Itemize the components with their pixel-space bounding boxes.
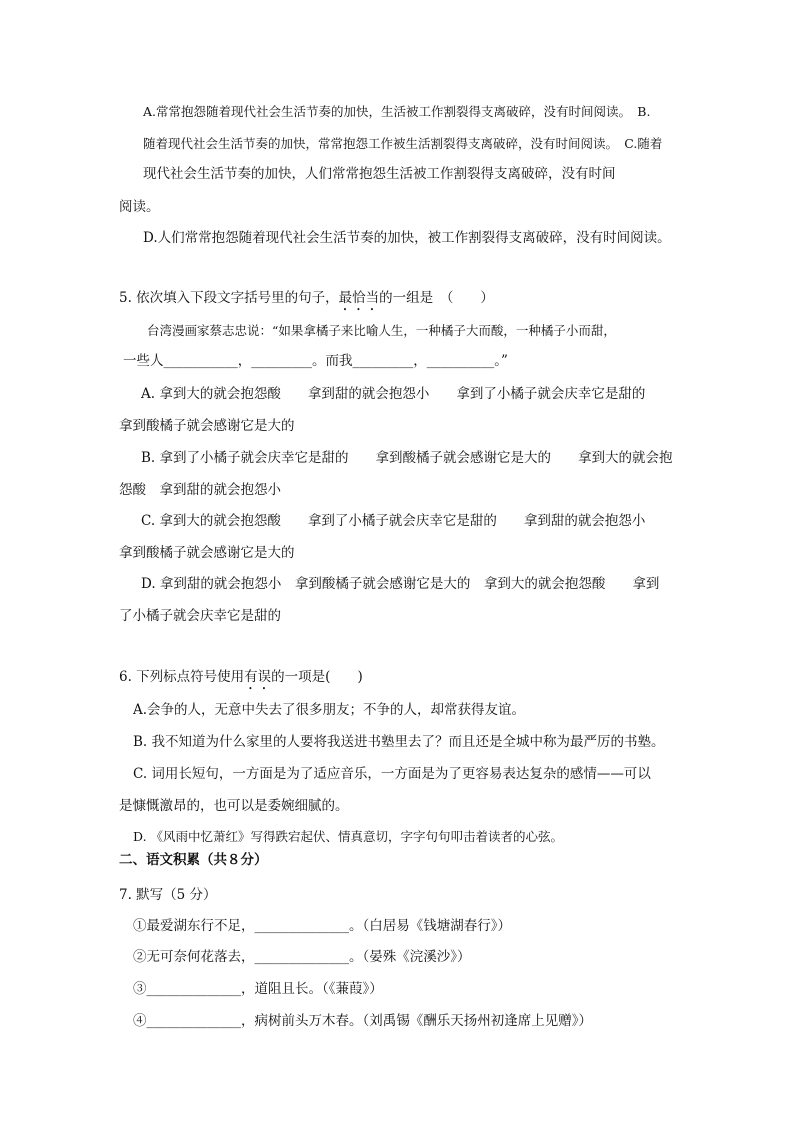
q5-option-a-line-2: 拿到酸橘子就会感谢它是大的 [119,418,295,434]
q5-passage-line-2: 一些人___________，_________。而我_________，__________。” [123,353,508,369]
q6-option-b: B. 我不知道为什么家里的人要将我送进书塾里去了？而且还是全城中称为最严厉的书塾。 [133,734,665,750]
section-heading: 二、语文积累（共８分） [119,852,268,868]
q6-option-c-line-2: 是慷慨激昂的，也可以是委婉细腻的。 [119,798,349,814]
q6-option-d: D. 《风雨中忆萧红》写得跌宕起伏、情真意切，字字句句叩击着读者的心弦。 [133,829,564,844]
q4-option-line-4: 阅读。 [119,199,160,215]
q4-option-line-1: A.常常抱怨随着现代社会生活节奏的加快，生活被工作割裂得支离破碎，没有时间阅读。 B. [143,104,651,119]
q6-option-c-line-1: C. 词用长短句，一方面是为了适应音乐，一方面是为了更容易表达复杂的感情——可以 [133,766,651,782]
q6-stem: 6. 下列标点符号使用有误的一项是( ) [119,669,363,685]
q7-item-2: ②无可奈何花落去，______________。（晏殊《浣溪沙》） [133,949,471,965]
q7-item-4: ④______________，病树前头万木春。（刘禹锡《酬乐天扬州初逢席上见赠》） [133,1013,592,1029]
q5-option-c-line-1: C. 拿到大的就会抱怨酸 拿到了小橘子就会庆幸它是甜的 拿到甜的就会抱怨小 [141,513,646,529]
q5-option-a-line-1: A. 拿到大的就会抱怨酸 拿到甜的就会抱怨小 拿到了小橘子就会庆幸它是甜的 [141,386,646,402]
q4-option-d: D.人们常常抱怨随着现代社会生活节奏的加快，被工作割裂得支离破碎，没有时间阅读。 [143,230,671,246]
q5-option-d-line-2: 了小橘子就会庆幸它是甜的 [119,608,281,624]
q7-item-3: ③______________，道阻且长。（《蒹葭》） [133,981,383,997]
q4-option-line-3: 现代社会生活节奏的加快，人们常常抱怨生活被工作割裂得支离破碎，没有时间 [143,166,616,182]
q5-option-b-line-1: B. 拿到了小橘子就会庆幸它是甜的 拿到酸橘子就会感谢它是大的 拿到大的就会抱 [141,450,673,466]
q5-option-c-line-2: 拿到酸橘子就会感谢它是大的 [119,545,295,561]
q6-option-a: A.会争的人，无意中失去了很多朋友；不争的人，却常获得友谊。 [133,702,526,718]
q5-stem: 5. 依次填入下段文字括号里的句子，最恰当的一组是 （ ） [119,290,494,306]
q5-option-d-line-1: D. 拿到甜的就会抱怨小 拿到酸橘子就会感谢它是大的 拿到大的就会抱怨酸 拿到 [141,576,660,592]
q7-item-1: ①最爱湖东行不足，______________。（白居易《钱塘湖春行》） [133,918,511,934]
q4-option-line-2: 随着现代社会生活节奏的加快，常常抱怨工作被生活割裂得支离破碎，没有时间阅读。 C.随着 [143,136,663,151]
q7-stem: 7. 默写（5 分） [119,887,217,903]
q5-passage-line-1: 台湾漫画家蔡志忠说：“如果拿橘子来比喻人生，一种橘子大而酸，一种橘子小而甜， [147,323,616,338]
q5-option-b-line-2: 怨酸 拿到甜的就会抱怨小 [119,482,281,498]
